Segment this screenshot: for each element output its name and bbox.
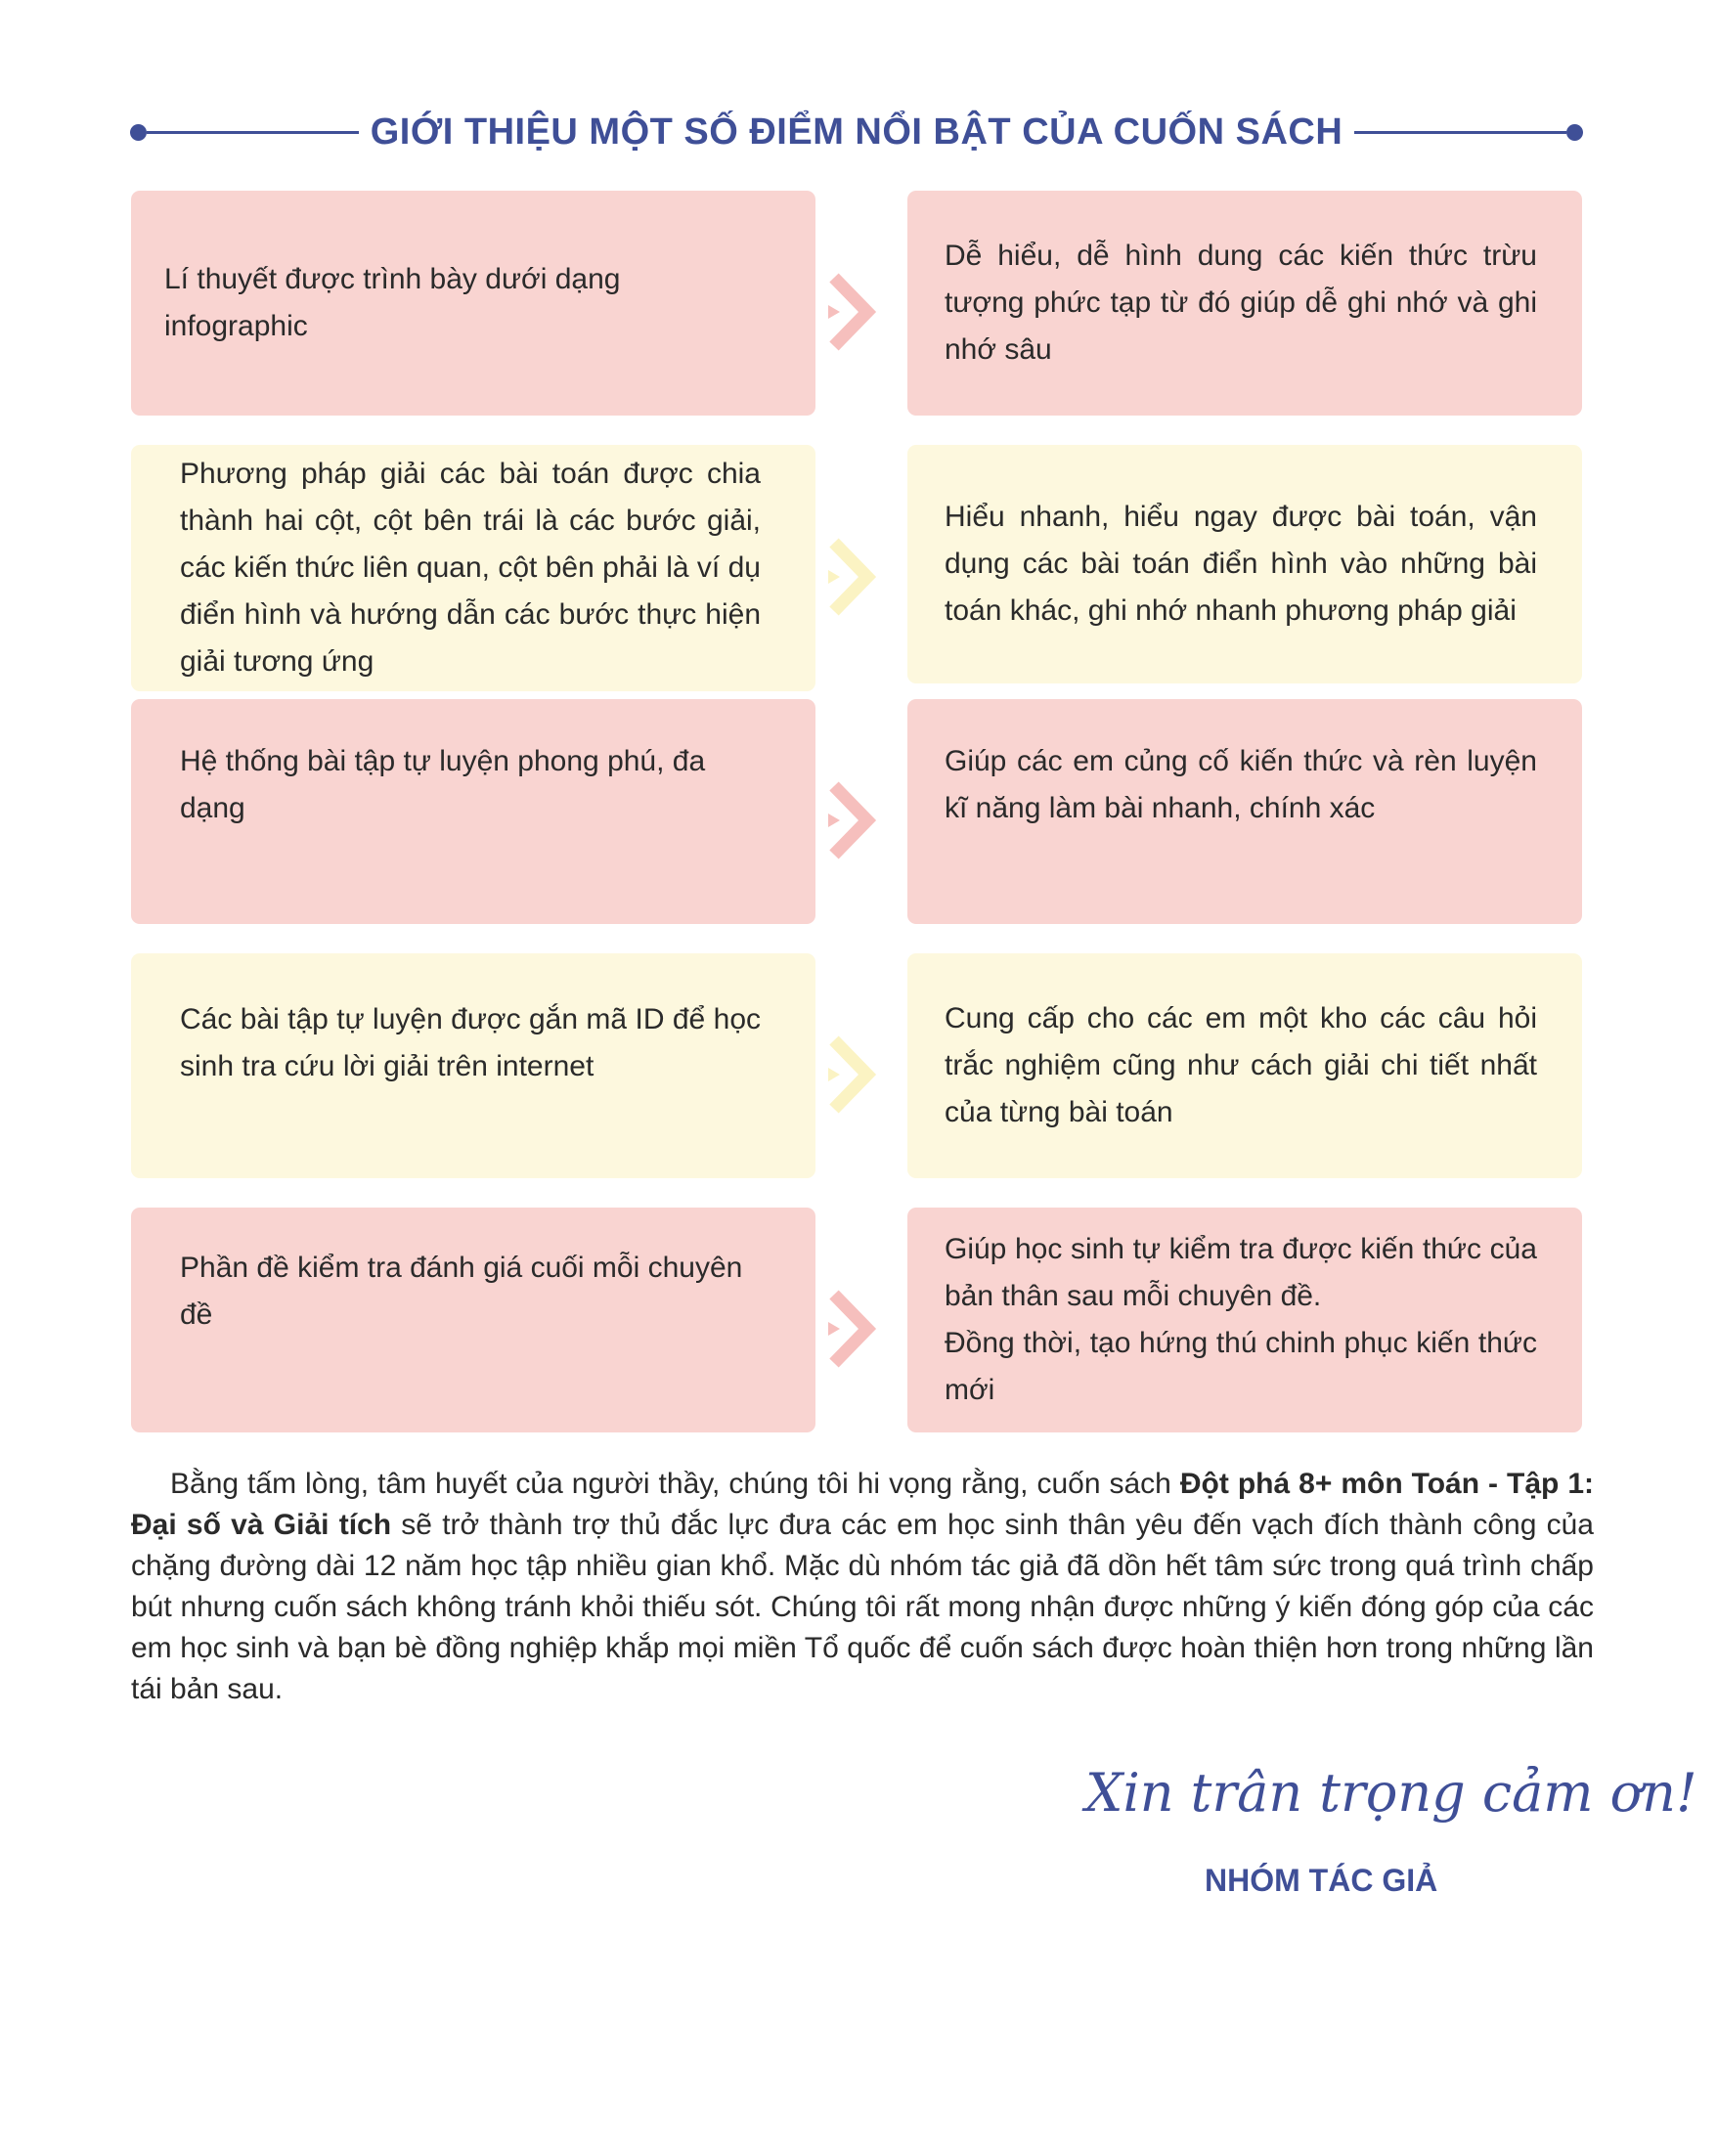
- feature-row: [131, 445, 1582, 691]
- section-title: GIỚI THIỆU MỘT SỐ ĐIỂM NỔI BẬT CỦA CUỐN SÁCH: [370, 110, 1343, 153]
- feature-grid: [131, 191, 1582, 1462]
- feature-right-text: Hiểu nhanh, hiểu ngay được bài toán, vận dụng các bài toán điển hình vào những bài toán khác, ghi nhớ nhanh phương pháp giải: [945, 501, 1537, 627]
- feature-left-text: Phần đề kiểm tra đánh giá cuối mỗi chuyên đề: [180, 1252, 743, 1331]
- feature-right-text-block: [907, 1226, 1582, 1414]
- header-right-dot: [1566, 124, 1583, 141]
- feature-box-right: [907, 953, 1582, 1178]
- header-right-rule: [1354, 131, 1566, 134]
- closing-paragraph: [131, 1464, 1594, 1710]
- feature-right-text: Giúp các em củng cố kiến thức và rèn luyện kĩ năng làm bài nhanh, chính xác: [945, 745, 1537, 824]
- feature-box-right: [907, 191, 1582, 416]
- feature-box-left: [131, 191, 815, 416]
- thank-you-signature: Xin trân trọng cảm ơn!: [1085, 1762, 1697, 1824]
- section-header: [130, 102, 1583, 162]
- feature-right-text: Dễ hiểu, dễ hình dung các kiến thức trừu tượng phức tạp từ đó giúp dễ ghi nhớ và ghi nhớ sâu: [945, 240, 1537, 366]
- authors-label: NHÓM TÁC GIẢ: [1205, 1863, 1438, 1898]
- feature-right-text: Giúp học sinh tự kiểm tra được kiến thức của bản thân sau mỗi chuyên đề.: [945, 1233, 1537, 1312]
- feature-box-right: [907, 1208, 1582, 1432]
- feature-box-left: [131, 699, 815, 924]
- chevron-right-icon: [820, 1285, 889, 1373]
- feature-box-left: [131, 1208, 815, 1432]
- chevron-right-icon: [820, 268, 889, 356]
- feature-row: [131, 953, 1582, 1178]
- paragraph-intro: Bằng tấm lòng, tâm huyết của người thầy, chúng tôi hi vọng rằng, cuốn sách: [170, 1468, 1180, 1500]
- feature-box-right: [907, 445, 1582, 683]
- chevron-right-icon: [820, 533, 889, 621]
- feature-row: [131, 191, 1582, 416]
- feature-box-left: [131, 953, 815, 1178]
- feature-left-text: Các bài tập tự luyện được gắn mã ID để học sinh tra cứu lời giải trên internet: [180, 1003, 761, 1082]
- feature-left-text: Phương pháp giải các bài toán được chia thành hai cột, cột bên trái là các bước giải, các kiến thức liên quan, cột bên phải là ví dụ điển hình và hướng dẫn các bước thực hiện giải tương ứng: [180, 458, 761, 678]
- chevron-right-icon: [820, 776, 889, 864]
- header-left-rule: [147, 131, 359, 134]
- feature-left-text: Hệ thống bài tập tự luyện phong phú, đa dạng: [180, 745, 706, 824]
- feature-box-left: [131, 445, 815, 691]
- feature-left-text: Lí thuyết được trình bày dưới dạng infographic: [164, 263, 621, 342]
- paragraph-rest: sẽ trở thành trợ thủ đắc lực đưa các em học sinh thân yêu đến vạch đích thành công của chặng đường dài 12 năm học tập nhiều gian khổ. Mặc dù nhóm tác giả đã dồn hết tâm sức trong quá trình chấp bút nhưng cuốn sách không tránh khỏi thiếu sót. Chúng tôi rất mong nhận được những ý kiến đóng góp của các em học sinh và bạn bè đồng nghiệp khắp mọi miền Tổ quốc để cuốn sách được hoàn thiện hơn trong những lần tái bản sau.: [131, 1509, 1594, 1705]
- feature-right-text: Cung cấp cho các em một kho các câu hỏi trắc nghiệm cũng như cách giải chi tiết nhất của từng bài toán: [945, 1002, 1537, 1128]
- feature-box-right: [907, 699, 1582, 924]
- header-left-dot: [130, 124, 147, 141]
- chevron-right-icon: [820, 1031, 889, 1119]
- feature-row: [131, 1208, 1582, 1432]
- feature-right-text-extra: Đồng thời, tạo hứng thú chinh phục kiến thức mới: [945, 1327, 1537, 1406]
- book-title: Đột phá 8+ môn Toán - Tập 1: Đại số và Giải tích: [131, 1468, 1595, 1541]
- feature-row: [131, 699, 1582, 924]
